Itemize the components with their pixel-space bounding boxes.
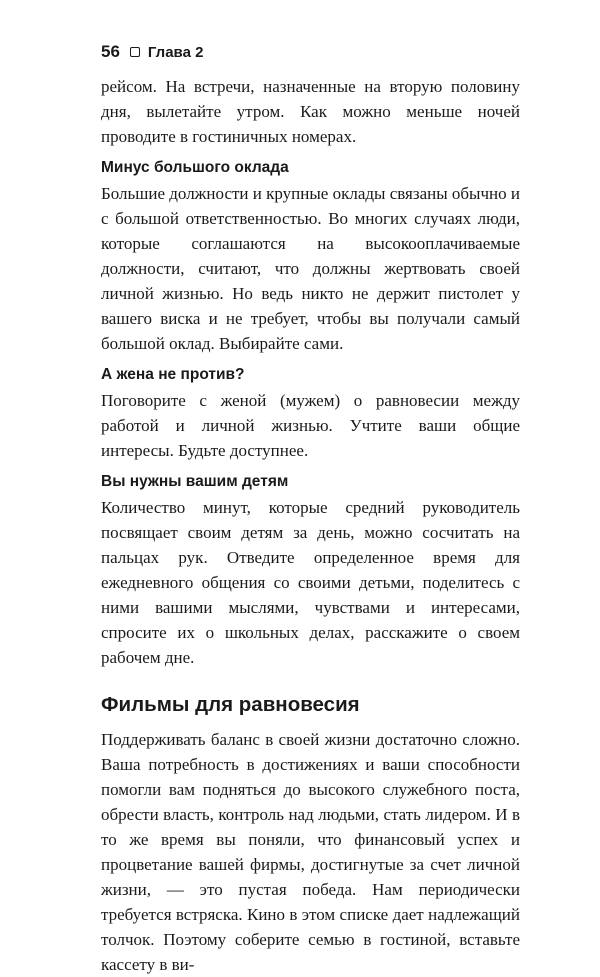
section-body-salary: Большие должности и крупные оклады связаны обычно и с большой ответственностью. Во многих случаях люди, которые соглашаются на высокооплачиваемые должности, считают, что должны жертвовать своей личной жизнью. Но ведь никто не держит пистолет у вашего виска и не требует, чтобы вы получали самый большой оклад. Выбирайте сами. <box>101 184 520 353</box>
chapter-title: Глава 2 <box>147 43 204 61</box>
section-body-children: Количество минут, которые средний руководитель посвящает своим детям за день, можно сосчитать на пальцах рук. Отведите определенное время для ежедневного общения со своими детьми, поделитесь с ними вашими мыслями, чувствами и интересами, спросите их о школьных делах, расскажите о своем рабочем дне. <box>101 498 520 667</box>
square-icon <box>130 47 140 57</box>
section-heading-children: Вы нужны вашим детям <box>101 473 289 490</box>
section-heading-salary: Минус большого оклада <box>101 159 289 176</box>
page-number: 56 <box>101 42 120 61</box>
main-section-body: Поддерживать баланс в своей жизни достаточно сложно. Ваша потребность в достижениях и ваши способности помогли вам подняться до высокого служебного поста, обрести власть, контроль над людьми, стать лидером. И в то же время вы поняли, что финансовый успех и процветание вашей фирмы, достигнутые за счет личной жизни, — это пустая победа. Нам периодически требуется встряска. Кино в этом списке дает надлежащий толчок. Поэтому соберите семью в гостиной, вставьте кассету в ви- <box>101 730 520 974</box>
main-section-heading: Фильмы для равновесия <box>101 693 360 716</box>
page-header <box>101 40 203 64</box>
section-body-wife: Поговорите с женой (мужем) о равновесии между работой и личной жизнью. Учтите ваши общие интересы. Будьте доступнее. <box>101 391 520 460</box>
page-content <box>101 74 520 977</box>
intro-paragraph: рейсом. На встречи, назначенные на вторую половину дня, вылетайте утром. Как можно меньше ночей проводите в гостиничных номерах. <box>101 77 520 146</box>
section-heading-wife: А жена не против? <box>101 366 245 383</box>
